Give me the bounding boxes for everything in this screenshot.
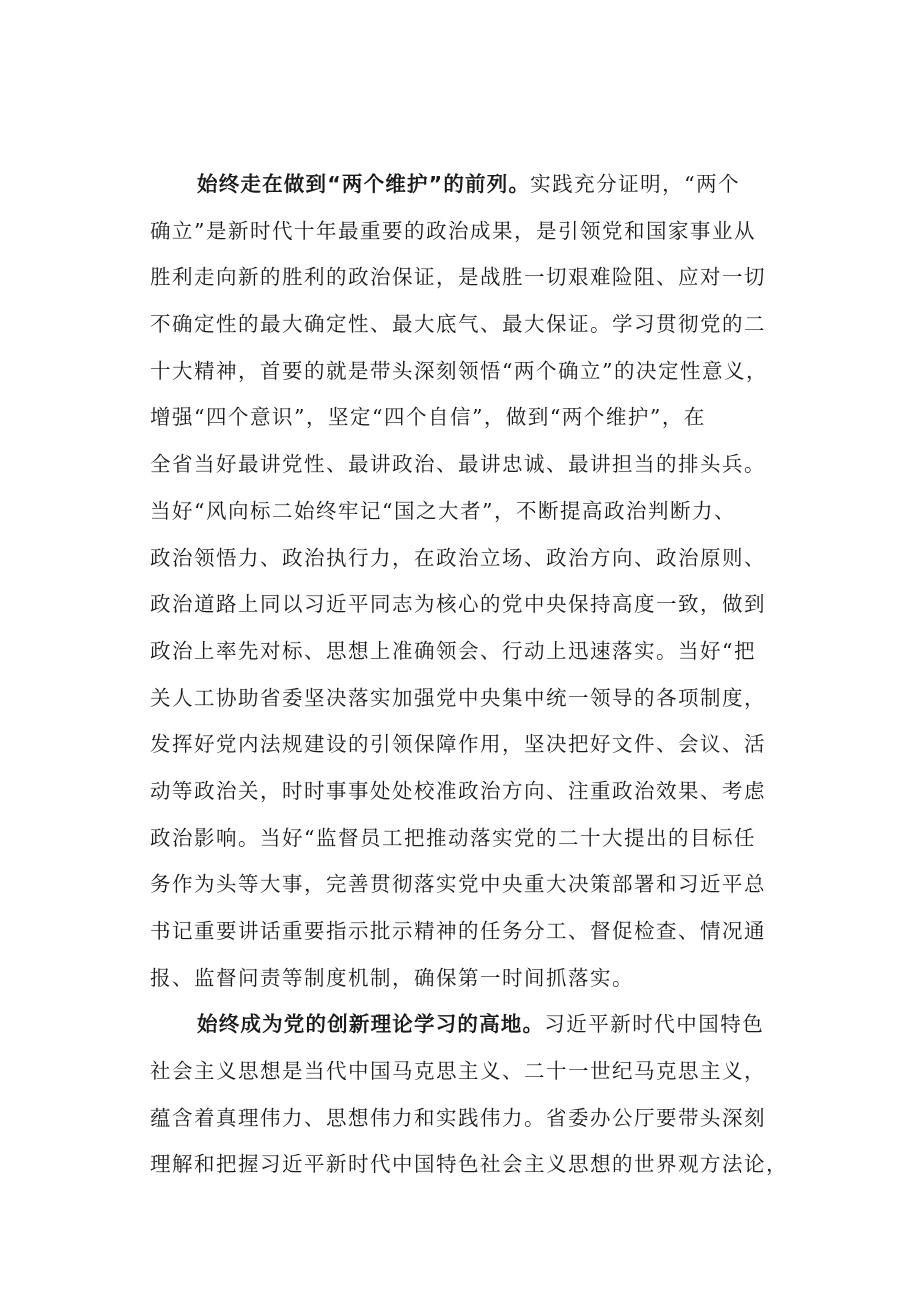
paragraph-1-line-17: 书记重要讲话重要指示批示精神的任务分工、督促检查、情况通 xyxy=(150,919,766,943)
paragraph-1-line-16: 务作为头等大事，完善贯彻落实党中央重大决策部署和习近平总 xyxy=(150,872,766,897)
paragraph-1-line-2: 确立”是新时代十年最重要的政治成果，是引领党和国家事业从 xyxy=(150,218,756,243)
document-body xyxy=(150,161,802,1188)
paragraph-2-lead-heading: 始终成为党的创新理论学习的高地。 xyxy=(197,1012,545,1037)
paragraph-1-line-9: 政治领悟力、政治执行力，在政治立场、政治方向、政治原则、 xyxy=(150,545,766,570)
paragraph-1-line-11: 政治上率先对标、思想上准确领会、行动上迅速落实。当好“把 xyxy=(150,638,756,663)
paragraph-2-line-4: 理解和把握习近平新时代中国特色社会主义思想的世界观方法论， xyxy=(150,1152,788,1177)
paragraph-2-line-1 xyxy=(150,1001,802,1048)
paragraph-1-line-18: 报、监督问责等制度机制，确保第一时间抓落实。 xyxy=(150,965,634,990)
paragraph-2-line-2: 社会主义思想是当代中国马克思主义、二十一世纪马克思主义， xyxy=(150,1059,766,1084)
paragraph-1-line-5: 十大精神，首要的就是带头深刻领悟“两个确立”的决定性意义， xyxy=(150,358,768,383)
paragraph-1-line-12: 关人工协助省委坚决落实加强党中央集中统一领导的各项制度， xyxy=(150,685,766,710)
paragraph-1-line-15: 政治影响。当好“监督员工把推动落实党的二十大提出的目标任 xyxy=(150,825,756,850)
paragraph-2-text: 习近平新时代中国特色 xyxy=(544,1012,765,1037)
paragraph-2-line-3: 蕴含着真理伟力、思想伟力和实践伟力。省委办公厅要带头深刻 xyxy=(150,1105,766,1130)
paragraph-1-line-1 xyxy=(150,161,802,208)
paragraph-1-lead-heading: 始终走在做到“两个维护”的前列。 xyxy=(197,172,531,196)
paragraph-1-line-7: 全省当好最讲党性、最讲政治、最讲忠诚、最讲担当的排头兵。 xyxy=(150,452,766,477)
paragraph-1-line-3: 胜利走向新的胜利的政治保证，是战胜一切艰难险阻、应对一切 xyxy=(150,265,766,290)
paragraph-1-text: 实践充分证明，“两个 xyxy=(530,172,741,196)
paragraph-1-line-13: 发挥好党内法规建设的引领保障作用，坚决把好文件、会议、活 xyxy=(150,732,766,757)
paragraph-1-line-10: 政治道路上同以习近平同志为核心的党中央保持高度一致，做到 xyxy=(150,592,766,617)
paragraph-1-line-14: 动等政治关，时时事事处处校准政治方向、注重政治效果、考虑 xyxy=(150,778,766,803)
paragraph-1-line-4: 不确定性的最大确定性、最大底气、最大保证。学习贯彻党的二 xyxy=(150,312,766,337)
paragraph-1-line-6: 增强“四个意识”，坚定“四个自信”，做到“两个维护”，在 xyxy=(150,405,706,430)
paragraph-1-line-8: 当好“风向标二始终牢记“国之大者”，不断提高政治判断力、 xyxy=(150,498,736,523)
